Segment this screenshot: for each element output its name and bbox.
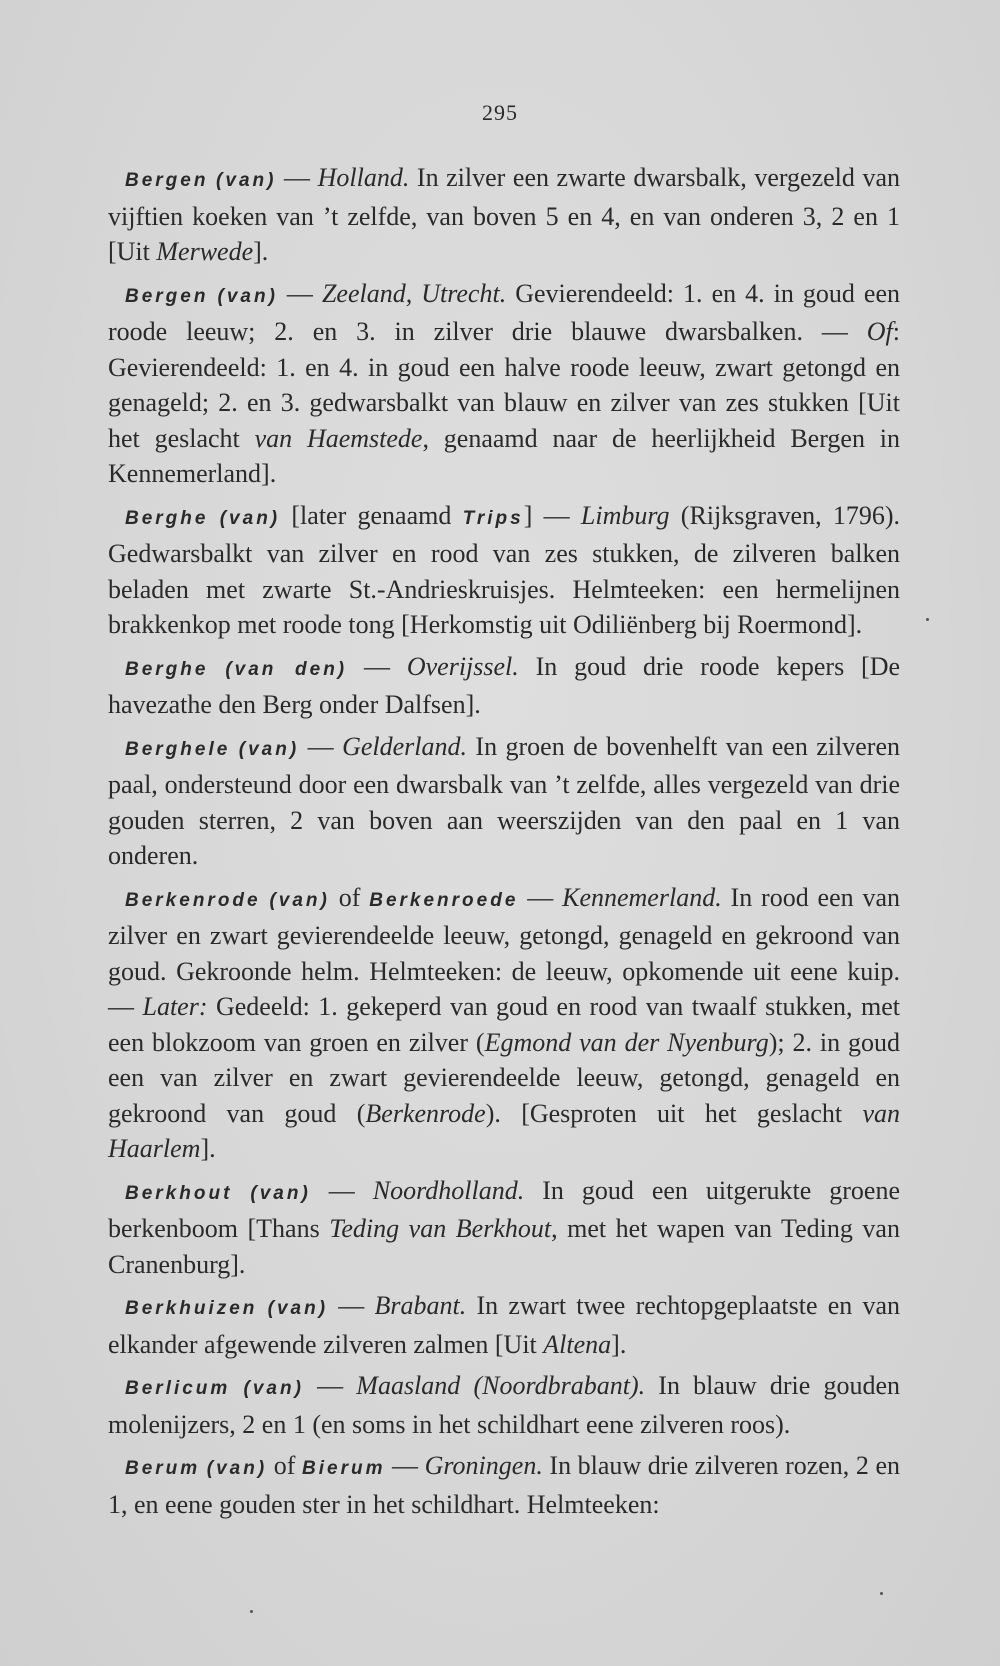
entry-text xyxy=(200,1451,207,1480)
entry-text: of xyxy=(329,882,370,912)
entry-berlicum xyxy=(108,1368,900,1442)
entry-text: In zwart twee rechtopgeplaatste en van elkander afgewende zilveren zalmen [Uit xyxy=(108,1291,900,1359)
entry-bergen-zeeland xyxy=(108,276,900,492)
surname: Berghe xyxy=(125,507,209,529)
emphasis: Merwede xyxy=(156,237,254,266)
entry-text: (Rijksgraven, 1796). Gedwarsbalkt van zilver en rood van zes stukken, de zilveren balken beladen met zwarte St.-Andrieskruisjes. Helmteeken: een hermelijnen brakkenkop met roode tong [Herkomstig uit Odiliënberg bij Roermond]. xyxy=(108,500,901,639)
entry-berghele xyxy=(108,729,900,874)
surname: Berlicum xyxy=(125,1378,231,1399)
entry-text: Gedeeld: 1. gekeperd van goud en rood van twaalf stukken, met een blokzoom van groen en zilver ( xyxy=(108,992,901,1057)
name-particle: (van) xyxy=(250,1182,311,1204)
entry-text: of xyxy=(267,1451,302,1480)
entry-text xyxy=(230,1371,243,1400)
entry-text: [later genaamd xyxy=(280,500,463,530)
entry-text: — xyxy=(276,163,318,192)
entry-text: — xyxy=(385,1451,425,1480)
page-number: 295 xyxy=(482,100,518,125)
region: Limburg xyxy=(580,500,670,530)
region: Noordholland. xyxy=(372,1175,525,1205)
surname: Berkenroede xyxy=(369,889,519,911)
entry-berghe xyxy=(108,498,900,643)
surname: Berkhuizen xyxy=(125,1298,258,1319)
paper-speck xyxy=(250,1610,253,1613)
entry-text: In blauw drie zilveren rozen, 2 en 1, en eene gouden ster in het schildhart. Helmteeken: xyxy=(108,1451,900,1519)
entry-text: : Gevierendeeld: 1. en 4. in goud een halve roode leeuw, zwart getongd en genageld; 2. en 3. gedwarsbalkt van blauw en zilver van zes stukken [Uit het geslacht xyxy=(108,317,900,453)
entry-bergen-holland xyxy=(108,160,900,270)
region: Groningen. xyxy=(424,1451,543,1480)
surname: Bierum xyxy=(302,1458,386,1479)
entry-text xyxy=(208,652,225,681)
name-particle: (van) xyxy=(219,507,281,529)
entry-text: — xyxy=(303,1371,357,1400)
entry-berum xyxy=(108,1448,900,1522)
entry-text: — xyxy=(347,651,407,681)
surname: Bergen xyxy=(125,285,209,307)
emphasis: Berkenrode xyxy=(365,1098,486,1128)
entry-text: — xyxy=(310,1175,373,1205)
region: Overijssel. xyxy=(406,651,519,681)
entry-text xyxy=(208,279,217,308)
entry-text: , met het wapen van Teding van Cranenburg]. xyxy=(108,1214,900,1279)
surname: Berghe xyxy=(125,658,209,680)
emphasis: van Haarlem xyxy=(108,1098,900,1163)
surname: Berum xyxy=(125,1458,201,1479)
entry-text: ). [Gesproten uit het geslacht xyxy=(485,1098,863,1128)
entry-text: ]. xyxy=(200,1134,216,1163)
entry-text: Gevierendeeld: 1. en 4. in goud een roode leeuw; 2. en 3. in zilver drie blauwe dwarsbalken. — xyxy=(108,278,901,346)
entry-text: In groen de bovenhelft van een zilveren paal, ondersteund door een dwarsbalk van ’t zelfde, alles vergezeld van drie gouden sterren, 2 van boven aan weerszijden van den paal en 1 van onderen. xyxy=(108,731,901,870)
entry-text: — xyxy=(328,1291,375,1320)
name-particle: (van) xyxy=(216,170,277,191)
paper-speck xyxy=(880,1592,883,1595)
entry-text: ] — xyxy=(523,500,581,530)
entry-text: In zilver een zwarte dwarsbalk, vergezeld van vijftien koeken van ’t zelfde, van boven 5 en 4, en van onderen 3, 2 en 1 [Uit xyxy=(108,163,901,266)
emphasis: van Haemstede xyxy=(254,423,423,453)
emphasis: Later: xyxy=(142,992,208,1021)
region: Brabant. xyxy=(374,1291,467,1320)
name-particle: (van) xyxy=(243,1378,304,1399)
region: Zeeland, Utrecht. xyxy=(321,278,507,308)
entry-berkhout xyxy=(108,1173,900,1283)
name-particle: (van) xyxy=(269,889,330,911)
surname: Bergen xyxy=(125,170,209,191)
entry-berghe-van-den xyxy=(108,649,900,723)
emphasis: Altena xyxy=(543,1329,612,1359)
entry-text xyxy=(208,501,219,530)
surname: Berkenrode xyxy=(125,889,261,911)
entry-text: — xyxy=(277,278,322,308)
entry-text: In goud drie roode kepers [De havezathe den Berg onder Dalfsen]. xyxy=(108,651,901,719)
entry-text: In blauw drie gouden molenijzers, 2 en 1 (en soms in het schildhart eene zilveren roos). xyxy=(108,1371,901,1439)
name-particle: (van) xyxy=(267,1298,329,1319)
entry-text: ); 2. in goud een van zilver en zwart gevierendeelde leeuw, getongd, genageld en gekroond van goud ( xyxy=(108,1027,900,1128)
region: Holland. xyxy=(317,163,410,192)
entry-text xyxy=(257,1291,267,1320)
surname: Berkhout xyxy=(125,1182,233,1204)
entry-text: ]. xyxy=(611,1329,627,1359)
paper-speck xyxy=(926,618,929,621)
entry-text xyxy=(230,732,238,761)
emphasis: Egmond van der Nyenburg xyxy=(484,1027,769,1057)
entry-text: In goud een uitgerukte groene berkenboom [Thans xyxy=(108,1175,901,1243)
armorial-entries xyxy=(108,160,900,1528)
entry-berkenrode xyxy=(108,880,900,1167)
entry-berkhuizen xyxy=(108,1288,900,1362)
name-particle: (van) xyxy=(217,285,278,307)
region: Gelderland. xyxy=(342,731,467,761)
surname: Berghele xyxy=(125,738,231,760)
name-particle: (van den) xyxy=(225,658,348,680)
name-particle: (van) xyxy=(238,738,300,760)
entry-text xyxy=(208,163,216,192)
entry-text: — xyxy=(299,731,343,761)
entry-text: , genaamd naar de heerlijkheid Bergen in Kennemerland]. xyxy=(108,423,900,488)
surname: Trips xyxy=(462,507,524,529)
emphasis: Of xyxy=(866,317,893,346)
region: Kennemerland. xyxy=(562,882,722,912)
entry-text xyxy=(232,1176,250,1205)
entry-text: ]. xyxy=(253,237,269,266)
emphasis: Teding van Berkhout xyxy=(329,1214,552,1243)
entry-text: In rood een van zilver en zwart gevierendeelde leeuw, getongd, genageld en gekroond van goud. Gekroonde helm. Helmteeken: de leeuw, opkomende uit eene kuip. — xyxy=(108,882,901,1021)
region: Maasland (Noordbrabant). xyxy=(356,1371,646,1400)
name-particle: (van) xyxy=(206,1458,268,1479)
entry-text: — xyxy=(518,882,563,912)
